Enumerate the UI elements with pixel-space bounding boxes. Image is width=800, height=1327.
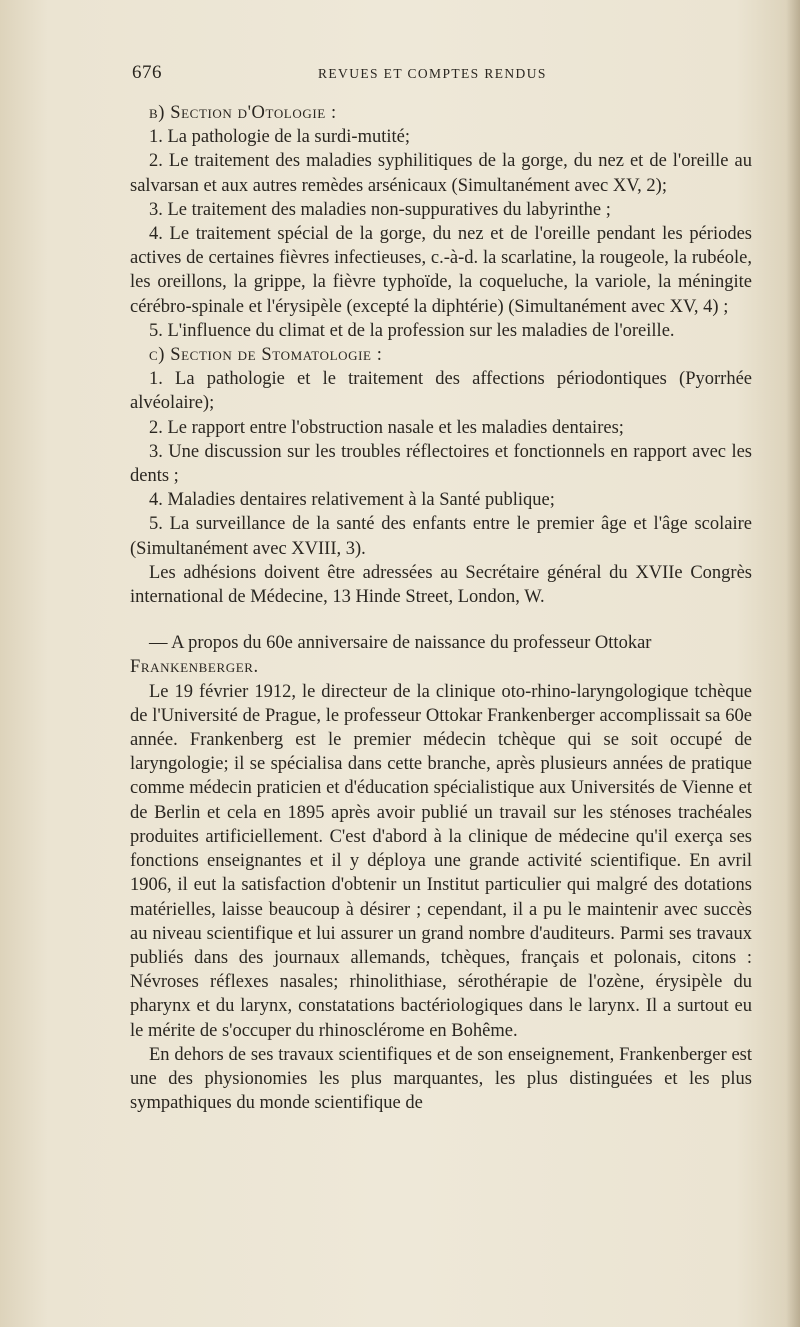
list-item: 1. La pathologie et le traitement des affections périodontiques (Pyorrhée alvéolaire);: [130, 369, 752, 414]
list-item: 2. Le rapport entre l'obstruction nasale et les maladies dentaires;: [149, 417, 624, 438]
page-number: 676: [132, 62, 162, 83]
page-body: [130, 101, 752, 1115]
article-paragraph: En dehors de ses travaux scientifiques et de son enseignement, Frankenberger est une des physionomies les plus marquantes, les plus distinguées et les plus sympathiques du monde scientifique de: [130, 1044, 752, 1114]
section-heading-otology: b) Section d'Otologie :: [149, 103, 337, 123]
article-paragraph: Le 19 février 1912, le directeur de la clinique oto-rhino-laryngologique tchèque de l'Université de Prague, le professeur Ottokar Frankenberger accomplissait sa 60e année. Frankenberg est le premier médecin tchèque qui se soit occupé de laryngologie; il se spécialisa dans cette branche, après plusieurs années de pratique comme médecin praticien et d'éducation spécialistique aux Universités de Vienne et de Berlin et cela en 1895 après avoir publié un travail sur les sténoses trachéales produites artificiellement. C'est d'abord à la clinique de médecine qu'il exerça ses fonctions enseignantes et il y déploya une grande activité scientifique. En avril 1906, il eut la satisfaction d'obtenir un Institut particulier qui malgré des dotations matérielles, laisse beaucoup à désirer ; cependant, il a pu le maintenir avec succès au niveau scientifique et lui assurer un grand nombre d'auditeurs. Parmi ses travaux publiés dans des journaux allemands, tchèques, français et polonais, citons : Névroses réflexes nasales; rhinolithiase, sérothérapie de l'ozène, érysipèle du pharynx et du larynx, constatations bactériologiques dans le larynx. Il a surtout eu le mérite de s'occuper du rhinosclérome en Bohême.: [130, 681, 752, 1041]
running-title: REVUES ET COMPTES RENDUS: [318, 66, 547, 81]
page-edge-shadow: [786, 0, 800, 1327]
list-item: 5. L'influence du climat et de la profession sur les maladies de l'oreille.: [149, 320, 675, 341]
section-gap: [130, 609, 752, 631]
list-item: 5. La surveillance de la santé des enfants entre le premier âge et l'âge scolaire (Simultanément avec XVIII, 3).: [130, 514, 752, 559]
list-item: 4. Maladies dentaires relativement à la Santé publique;: [149, 490, 555, 511]
list-item: 3. Une discussion sur les troubles réflectoires et fonctionnels en rapport avec les dents ;: [130, 441, 752, 487]
list-item: 3. Le traitement des maladies non-suppuratives du labyrinthe ;: [149, 199, 611, 220]
article-heading: [130, 631, 752, 679]
page-header: [132, 62, 760, 92]
article-subject-name: Frankenberger.: [130, 657, 259, 678]
adhesions-notice: Les adhésions doivent être adressées au Secrétaire général du XVIIe Congrès international de Médecine, 13 Hinde Street, London, W.: [130, 562, 752, 608]
section-heading-stomatology: c) Section de Stomatologie :: [149, 345, 383, 366]
list-item: 4. Le traitement spécial de la gorge, du nez et de l'oreille pendant les périodes actives de certaines fièvres infectieuses, c.-à-d. la scarlatine, la rougeole, la rubéole, les oreillons, la grippe, la fièvre typhoïde, la coqueluche, la variole, la méningite cérébro-spinale et l'érysipèle (excepté la diphtérie) (Simultanément avec XV, 4) ;: [130, 224, 752, 317]
list-item: 1. La pathologie de la surdi-mutité;: [149, 127, 410, 148]
list-item: 2. Le traitement des maladies syphilitiques de la gorge, du nez et de l'oreille au salvarsan et aux autres remèdes arsénicaux (Simultanément avec XV, 2);: [130, 151, 752, 196]
article-intro: — A propos du 60e anniversaire de naissance du professeur Ottokar: [149, 633, 652, 654]
